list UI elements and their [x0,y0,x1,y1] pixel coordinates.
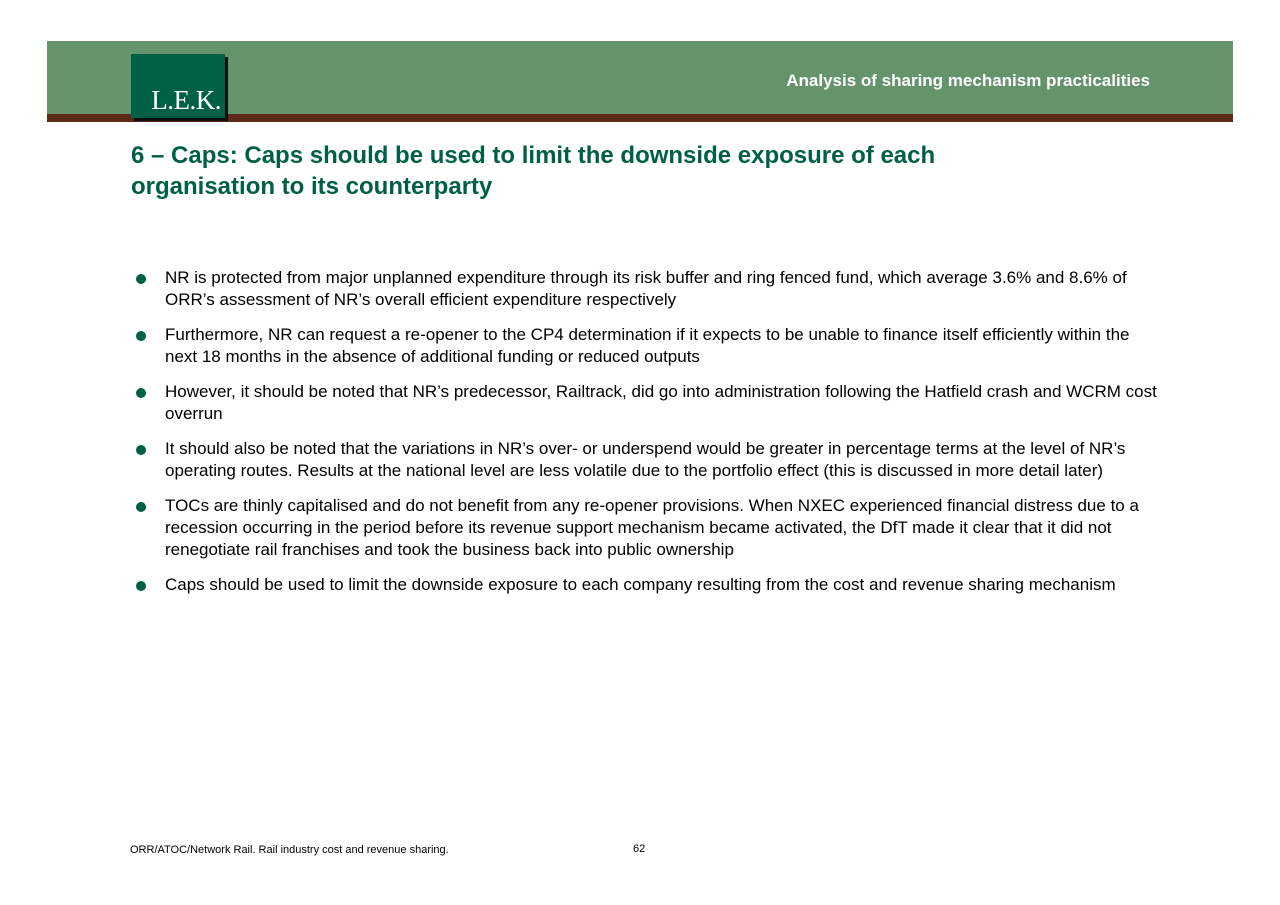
footer-source: ORR/ATOC/Network Rail. Rail industry cost and revenue sharing. [130,844,449,856]
bullet-text: It should also be noted that the variations in NR’s over- or underspend would be greater in percentage terms at the level of NR’s operating routes. Results at the national level are less volatile due to the portfolio effect (this is discussed in more detail later) [165,439,1126,480]
bullet-icon [136,331,146,341]
section-title: Analysis of sharing mechanism practicalities [786,71,1150,90]
lek-logo [131,54,225,118]
bullet-icon [136,274,146,284]
bullet-item [131,381,1161,425]
page-number: 62 [633,843,646,855]
bullet-item [131,438,1161,482]
slide-title-line-2: organisation to its counterparty [131,173,493,200]
bullet-text: NR is protected from major unplanned expenditure through its risk buffer and ring fenced fund, which average 3.6% and 8.6% of ORR’s assessment of NR’s overall efficient expenditure respectively [165,268,1127,309]
bullet-text: Furthermore, NR can request a re-opener to the CP4 determination if it expects to be unable to finance itself efficiently within the next 18 months in the absence of additional funding or reduced outputs [165,325,1130,366]
logo-text: L.E.K. [151,85,221,115]
bullet-item [131,574,1161,596]
bullet-item [131,267,1161,311]
bullet-icon [136,388,146,398]
bullet-icon [136,581,146,591]
bullet-icon [136,502,146,512]
slide-title-line-1: 6 – Caps: Caps should be used to limit the downside exposure of each [131,142,936,169]
bullet-text: Caps should be used to limit the downside exposure to each company resulting from the cost and revenue sharing mechanism [165,575,1116,594]
bullet-text: However, it should be noted that NR’s predecessor, Railtrack, did go into administration following the Hatfield crash and WCRM cost overrun [165,382,1157,423]
bullet-item [131,495,1161,561]
bullet-item [131,324,1161,368]
bullet-list [131,267,1161,609]
bullet-icon [136,445,146,455]
bullet-text: TOCs are thinly capitalised and do not benefit from any re-opener provisions. When NXEC experienced financial distress due to a recession occurring in the period before its revenue support mechanism became activated, the DfT made it clear that it did not renegotiate rail franchises and took the business back into public ownership [165,496,1139,559]
slide-title [131,140,1131,202]
